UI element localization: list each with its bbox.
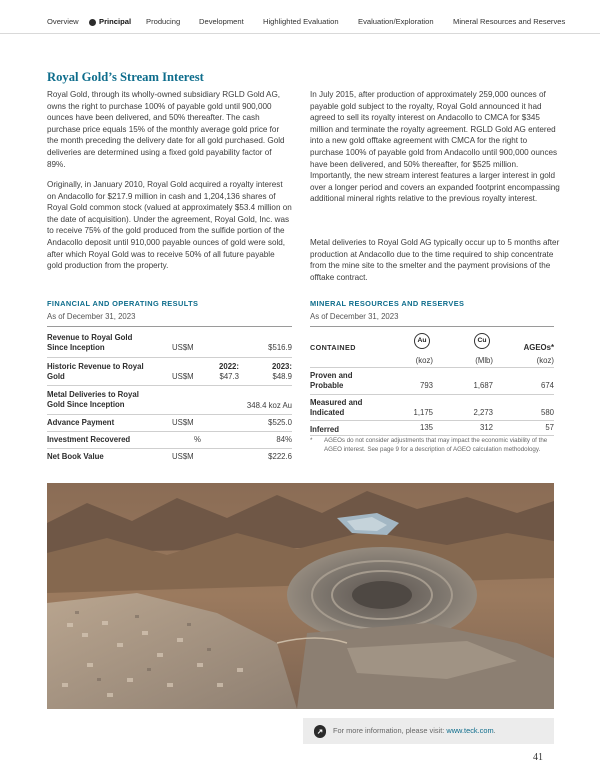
historic-revenue-unit: US$M <box>172 372 194 381</box>
revenue-inception-label: Revenue to Royal Gold Since Inception <box>47 333 133 352</box>
copper-symbol-icon: Cu <box>474 333 490 349</box>
investment-recovered-unit: % <box>194 435 201 444</box>
nav-item-overview[interactable]: Overview <box>47 17 79 26</box>
measured-ageo-value: 580 <box>540 408 554 417</box>
historic-2023-head: 2023: <box>272 362 292 371</box>
teck-website-link[interactable]: www.teck.com <box>446 726 494 735</box>
investment-recovered-label: Investment Recovered <box>47 435 131 444</box>
link-icon-graphic <box>314 726 326 738</box>
net-book-value-label: Net Book Value <box>47 452 104 461</box>
historic-2023-value: $48.9 <box>272 372 292 381</box>
inferred-cu-value: 312 <box>479 423 493 432</box>
footnote-marker: * <box>310 437 313 444</box>
footnote-text: AGEOs do not consider adjustments that may impact the economic viability of the AGEO interest. See page 9 for a description of AGEO calculation methodology. <box>324 437 548 453</box>
proven-ageo-value: 674 <box>540 381 554 390</box>
aerial-mine-photo-graphic <box>47 483 554 709</box>
resources-top-rule <box>310 326 554 327</box>
historic-2022-head: 2022: <box>219 362 239 371</box>
proven-au-value: 793 <box>419 381 433 390</box>
financial-rule <box>47 431 292 432</box>
aerial-mine-photo <box>47 483 554 709</box>
nav-item-development[interactable]: Development <box>199 17 244 26</box>
inferred-au-value: 135 <box>419 423 433 432</box>
active-indicator-icon <box>89 19 96 26</box>
resources-heading: MINERAL RESOURCES AND RESERVES <box>310 299 465 308</box>
link-icon <box>314 725 326 737</box>
ageo-unit: (koz) <box>536 356 554 365</box>
financial-rule <box>47 357 292 358</box>
advance-payment-value: $525.0 <box>268 418 292 427</box>
left-paragraph-2: Originally, in January 2010, Royal Gold acquired a royalty interest on Andacollo for $217.9 million in cash and 1,204,136 shares of Royal Gold common stock (valued at approximately $53.4 million on the date of acquisition). Under the agreement, Royal Gold, Inc. was to receive 75% of the gold produced from the sulfide portion of the Andacollo deposit until 910,000 payable ounces of gold were sold, after which Royal Gold was to receive 50% of all future payable gold production from the property. <box>47 180 292 271</box>
inferred-ageo-value: 57 <box>545 423 554 432</box>
resources-row-label <box>310 371 370 390</box>
investment-recovered-value: 84% <box>276 435 292 444</box>
resources-rule <box>310 367 554 368</box>
info-bar <box>303 718 554 744</box>
financial-rule <box>47 385 292 386</box>
financial-row-label <box>47 390 157 409</box>
au-unit: (koz) <box>415 356 433 365</box>
net-book-value-unit: US$M <box>172 452 194 461</box>
gold-symbol-icon: Au <box>414 333 430 349</box>
right-paragraph-1: In July 2015, after production of approximately 259,000 ounces of payable gold subject to the royalty, Royal Gold announced it had agreed to sell its royalty interest on Andacollo to CMCA for $345 million and terminate the royalty agreement. RGLD Gold AG entered into a new gold offtake agreement with CMCA for the right to purchase 100% of payable gold from Andacollo until 900,000 ounces have been delivered, and 50% thereafter, for $525 million. Importantly, the new stream interest features a larger interest in gold over a longer period and covers an expanded footprint encompassing additional mineral rights relative to the previous royalty interest. <box>310 90 560 204</box>
info-suffix: . <box>493 726 496 735</box>
historic-revenue-label: Historic Revenue to Royal Gold <box>47 362 144 381</box>
nav-item-principal[interactable]: Principal <box>99 17 132 26</box>
top-navigation <box>0 0 600 34</box>
nav-item-evaluation-exploration[interactable]: Evaluation/Exploration <box>358 17 434 26</box>
financial-rule <box>47 414 292 415</box>
nav-item-mineral-resources[interactable]: Mineral Resources and Reserves <box>453 17 566 26</box>
resources-date: As of December 31, 2023 <box>310 312 399 321</box>
revenue-inception-unit: US$M <box>172 343 194 352</box>
inferred-label: Inferred <box>310 425 340 434</box>
resources-row-label <box>310 398 370 417</box>
measured-cu-value: 2,273 <box>473 408 493 417</box>
right-paragraph-2: Metal deliveries to Royal Gold AG typically occur up to 5 months after production at Andacollo due to the time required to ship concentrate from the mine site to the smelter and the payment provisions of the offtake contract. <box>310 238 560 282</box>
page-number: 41 <box>533 752 543 763</box>
proven-probable-label: Proven and Probable <box>310 371 353 390</box>
nav-item-highlighted-evaluation[interactable]: Highlighted Evaluation <box>263 17 339 26</box>
section-title: Royal Gold’s Stream Interest <box>47 70 204 84</box>
info-prefix: For more information, please visit: <box>333 726 447 735</box>
resources-rule <box>310 435 554 436</box>
resources-rule <box>310 420 554 421</box>
metal-deliveries-label: Metal Deliveries to Royal Gold Since Inception <box>47 390 139 409</box>
resources-rule <box>310 394 554 395</box>
cu-unit: (Mlb) <box>475 356 493 365</box>
nav-item-producing[interactable]: Producing <box>146 17 181 26</box>
financial-date: As of December 31, 2023 <box>47 312 136 321</box>
financial-rule <box>47 448 292 449</box>
revenue-inception-value: $516.9 <box>268 343 292 352</box>
financial-heading: FINANCIAL AND OPERATING RESULTS <box>47 299 199 308</box>
financial-row-label <box>47 362 147 381</box>
proven-cu-value: 1,687 <box>473 381 493 390</box>
advance-payment-label: Advance Payment <box>47 418 115 427</box>
measured-indicated-label: Measured and Indicated <box>310 398 363 417</box>
info-text <box>333 726 496 735</box>
advance-payment-unit: US$M <box>172 418 194 427</box>
financial-top-rule <box>47 326 292 327</box>
left-paragraph-1: Royal Gold, through its wholly-owned subsidiary RGLD Gold AG, owns the right to purchase 100% of payable gold until 900,000 ounces have been delivered, and 50% thereafter. The cash purchase price equals 15% of the monthly average gold price for the month preceding the delivery date for all gold purchased. Gold deliveries are determined using a fixed gold payability factor of 89%. <box>47 90 285 169</box>
financial-row-label <box>47 333 147 352</box>
net-book-value-value: $222.6 <box>268 452 292 461</box>
historic-2022-value: $47.3 <box>219 372 239 381</box>
metal-deliveries-value: 348.4 koz Au <box>246 401 292 410</box>
contained-label: CONTAINED <box>310 343 356 352</box>
measured-au-value: 1,175 <box>413 408 433 417</box>
ageo-column-head: AGEOs* <box>523 343 554 352</box>
